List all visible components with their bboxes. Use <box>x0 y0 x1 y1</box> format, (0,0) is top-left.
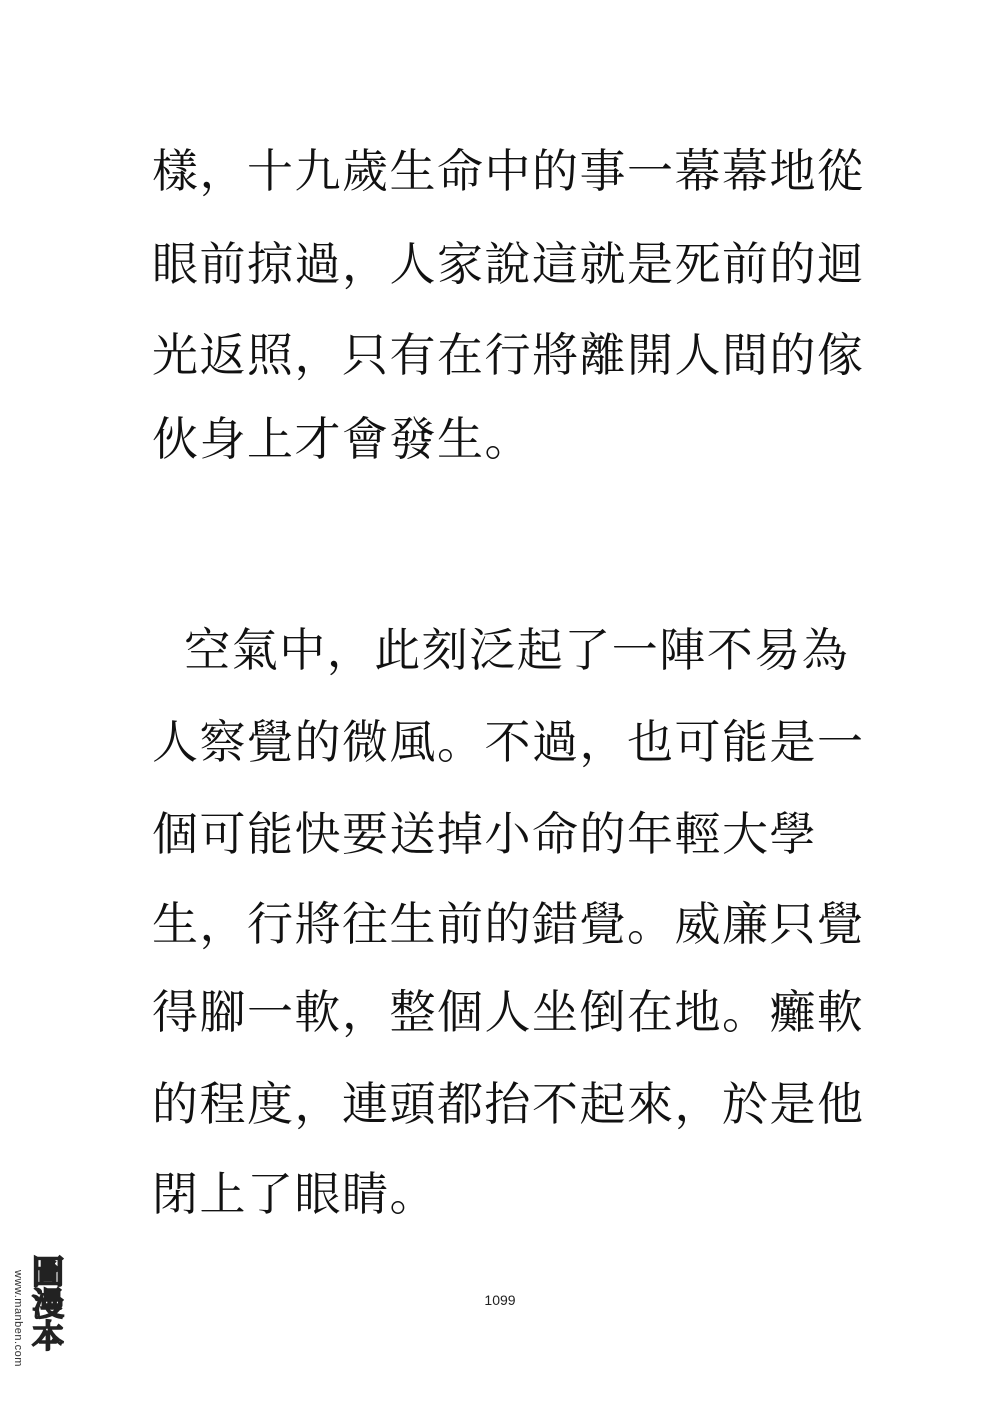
page-number: 1099 <box>484 1292 516 1308</box>
text-line: 的程度，連頭都抬不起來，於是他 <box>152 1077 865 1131</box>
text-line: 樣，十九歲生命中的事一幕幕地從 <box>152 144 865 198</box>
text-line: 眼前掠過，人家說這就是死前的迴 <box>152 237 865 291</box>
text-line: 閉上了眼睛。 <box>152 1167 437 1221</box>
watermark-url: www.manben.com <box>12 1270 24 1367</box>
text-line: 空氣中，此刻泛起了一陣不易為 <box>152 623 850 677</box>
watermark-logo: 圖漫本 <box>27 1255 65 1351</box>
text-line: 得腳一軟，整個人坐倒在地。癱軟 <box>152 985 865 1039</box>
text-line: 個可能快要送掉小命的年輕大學 <box>152 807 817 861</box>
text-line: 光返照，只有在行將離開人間的傢 <box>152 328 865 382</box>
text-line: 伙身上才會發生。 <box>152 412 532 466</box>
text-line: 生，行將往生前的錯覺。威廉只覺 <box>152 897 865 951</box>
text-line: 人察覺的微風。不過，也可能是一 <box>152 715 865 769</box>
